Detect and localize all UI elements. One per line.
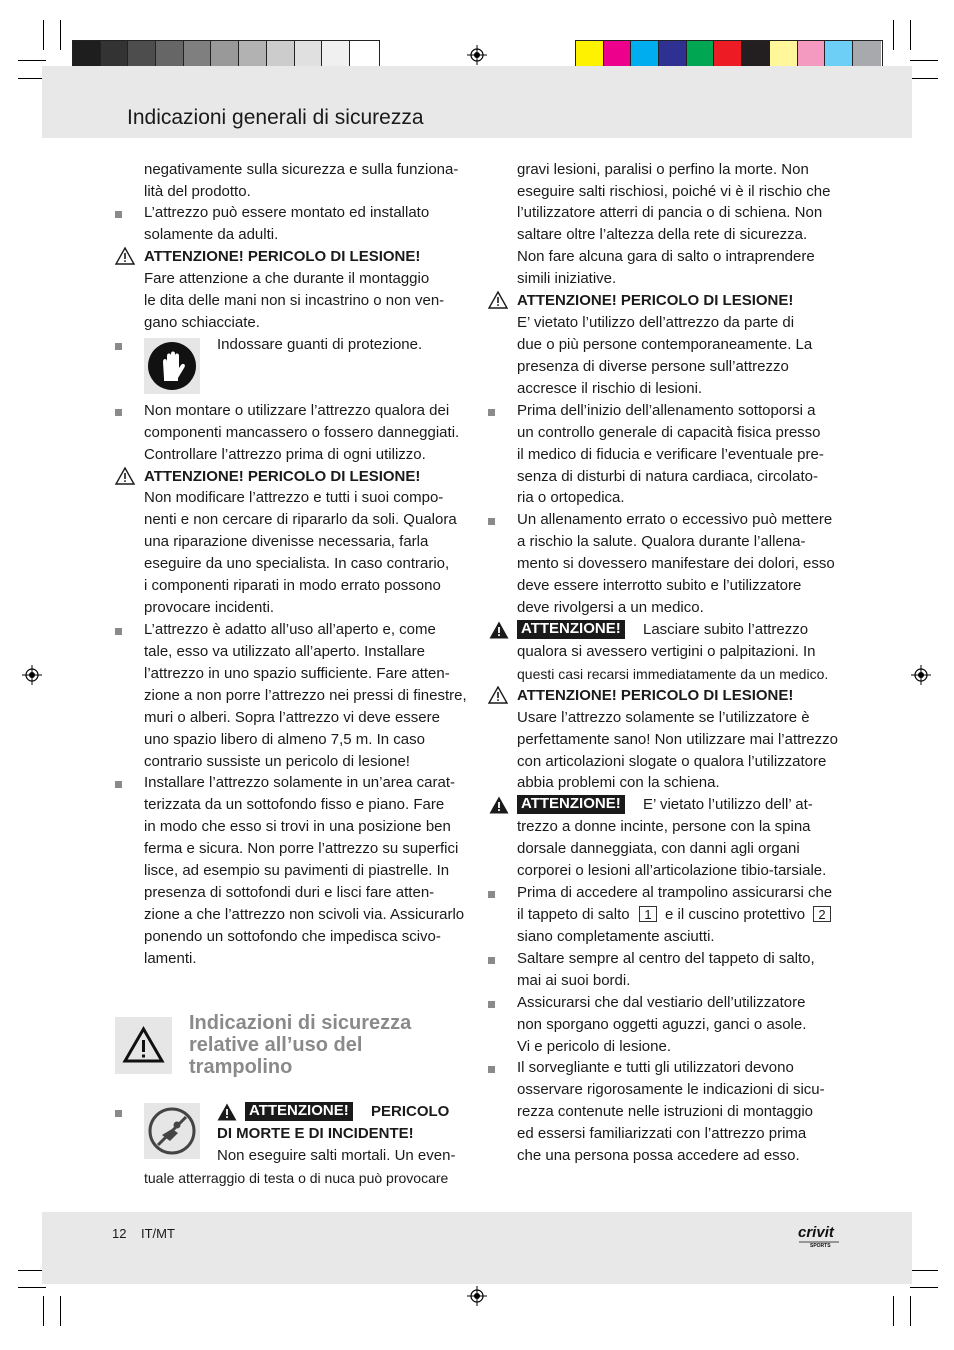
- attention-badge: ATTENZIONE!: [517, 620, 625, 639]
- part-ref-2: 2: [813, 906, 831, 922]
- bullet: [488, 891, 495, 898]
- text-line: simili iniziative.: [517, 270, 617, 287]
- crivit-logo: [796, 1222, 842, 1248]
- text-line: a rischio la salute. Qualora durante l’allena-: [517, 533, 806, 550]
- warning-triangle-icon: [115, 1017, 172, 1074]
- bullet: [488, 518, 495, 525]
- text-line: Usare l’attrezzo solamente se l’utilizzatore è: [517, 709, 810, 726]
- warning-triangle-icon: [488, 291, 508, 309]
- text-line: perfettamente sano! Non utilizzare mai l’attrezzo: [517, 731, 838, 748]
- text-line: gano schiacciate.: [144, 314, 260, 331]
- warning-triangle-icon: [489, 621, 509, 639]
- text-line: L’attrezzo può essere montato ed installato: [144, 204, 430, 221]
- text-line: ed essersi familiarizzati con l’attrezzo prima: [517, 1125, 807, 1142]
- registration-mark-icon: [22, 665, 42, 685]
- bullet: [115, 343, 122, 350]
- text-line: presenza di diverse persone sull’attrezzo: [517, 358, 789, 375]
- text-line: Lasciare subito l’attrezzo: [643, 621, 809, 638]
- text-line: lisce, ad esempio su pavimenti di piastrelle. In: [144, 862, 450, 879]
- text-line: in modo che esso si trovi in una posizione ben: [144, 818, 451, 835]
- text-line: l’attrezzo in uno spazio sufficiente. Fare atten-: [144, 665, 450, 682]
- text-line: siano completamente asciutti.: [517, 928, 715, 945]
- text-line: con articolazioni slogate o qualora l’utilizzatore: [517, 753, 827, 770]
- gloves-icon-box: [144, 338, 200, 394]
- text-line: presenza di sottofondi duri e lisci fare atten-: [144, 884, 435, 901]
- color-swatch: [825, 41, 853, 68]
- text-line: saltare oltre l’altezza della rete di sicurezza.: [517, 226, 808, 243]
- text-line: Non montare o utilizzare l’attrezzo qualora dei: [144, 402, 450, 419]
- text-line: Non eseguire salti mortali. Un even-: [217, 1147, 456, 1164]
- text-line: Fare attenzione a che durante il montaggio: [144, 270, 430, 287]
- text-line: E’ vietato l’utilizzo dell’attrezzo da parte di: [517, 314, 795, 331]
- text-line: Il sorvegliante e tutti gli utilizzatori devono: [517, 1059, 794, 1076]
- registration-mark-icon: [467, 45, 487, 65]
- color-swatch: [631, 41, 659, 68]
- color-swatch: [295, 41, 323, 68]
- bullet: [115, 781, 122, 788]
- warning-triangle-icon: [115, 467, 135, 485]
- text-line: nenti e non cercare di ripararlo da soli. Qualora: [144, 511, 457, 528]
- color-swatch: [659, 41, 687, 68]
- text-line: deve rivolgersi a un medico.: [517, 599, 704, 616]
- text-line: Vi e pericolo di lesione.: [517, 1038, 671, 1055]
- registration-mark-icon: [911, 665, 931, 685]
- color-swatch: [604, 41, 632, 68]
- warning-heading: ATTENZIONE! PERICOLO DI LESIONE!: [144, 248, 421, 265]
- text-line: Controllare l’attrezzo prima di ogni utilizzo.: [144, 446, 426, 463]
- text-line: non sporgano oggetti aguzzi, ganci o asole.: [517, 1016, 807, 1033]
- bullet: [488, 957, 495, 964]
- color-swatch: [742, 41, 770, 68]
- warning-heading: DI MORTE E DI INCIDENTE!: [217, 1125, 414, 1142]
- warning-triangle-icon: [488, 686, 508, 704]
- text-line: Saltare sempre al centro del tappeto di salto,: [517, 950, 815, 967]
- text-line: una riparazione divenisse necessaria, farla: [144, 533, 429, 550]
- warning-heading: ATTENZIONE! PERICOLO DI LESIONE!: [517, 687, 794, 704]
- bullet: [488, 1001, 495, 1008]
- protective-gloves-icon: [144, 338, 200, 394]
- page-number: 12: [112, 1226, 127, 1241]
- attention-badge: ATTENZIONE!: [245, 1102, 353, 1121]
- color-swatch: [576, 41, 604, 68]
- text-line: ponendo un sottofondo che impedisca scivo-: [144, 928, 441, 945]
- text-line: osservare rigorosamente le indicazioni di sicu-: [517, 1081, 825, 1098]
- text-line: senza di disturbi di natura cardiaca, circolato-: [517, 468, 818, 485]
- text-line: due o più persone contemporaneamente. La: [517, 336, 813, 353]
- text-line: mento si dovessero manifestare dei dolori, esso: [517, 555, 835, 572]
- warning-triangle-icon: [489, 796, 509, 814]
- text-line: eseguire da uno specialista. In caso contrario,: [144, 555, 450, 572]
- color-swatch: [798, 41, 826, 68]
- color-swatch: [211, 41, 239, 68]
- text-line: i componenti riparati in modo errato possono: [144, 577, 441, 594]
- brand-sub: SPORTS: [810, 1243, 831, 1248]
- text-line: zione a non porre l’attrezzo nei pressi di finestre,: [144, 687, 467, 704]
- text-line: qualora si avessero vertigini o palpitazioni. In: [517, 643, 816, 660]
- footer-band: [42, 1212, 912, 1284]
- section-heading: Indicazioni di sicurezza relative all’uso del trampolino: [189, 1012, 412, 1078]
- registration-mark-icon: [467, 1286, 487, 1306]
- text-line: Installare l’attrezzo solamente in un’area carat-: [144, 774, 455, 791]
- text-line: questi casi recarsi immediatamente da un medico.: [517, 666, 829, 682]
- color-swatch: [184, 41, 212, 68]
- color-swatch: [128, 41, 156, 68]
- warning-heading: ATTENZIONE! PERICOLO DI LESIONE!: [144, 468, 421, 485]
- text-line: Prima dell’inizio dell’allenamento sottoporsi a: [517, 402, 816, 419]
- page-title: Indicazioni generali di sicurezza: [127, 106, 424, 129]
- color-swatch: [853, 41, 881, 68]
- text-line: solamente da adulti.: [144, 226, 279, 243]
- color-swatch: [322, 41, 350, 68]
- color-swatch: [73, 41, 101, 68]
- text-line: trezzo a donne incinte, persone con la spina: [517, 818, 811, 835]
- process-color-bar: [575, 40, 883, 69]
- bullet: [115, 409, 122, 416]
- text-line: Un allenamento errato o eccessivo può mettere: [517, 511, 833, 528]
- bullet: [488, 1066, 495, 1073]
- text-line: Non fare alcuna gara di salto o intraprendere: [517, 248, 815, 265]
- bullet: [115, 628, 122, 635]
- color-swatch: [267, 41, 295, 68]
- color-swatch: [239, 41, 267, 68]
- text-line: componenti mancassero o fossero danneggiati.: [144, 424, 460, 441]
- color-swatch: [101, 41, 129, 68]
- text-line: mai ai suoi bordi.: [517, 972, 631, 989]
- text-line: dorsale danneggiata, con danni agli organi: [517, 840, 800, 857]
- text-line: ferma e sicura. Non porre l’attrezzo su superfici: [144, 840, 459, 857]
- text-line: Indossare guanti di protezione.: [217, 336, 423, 353]
- text-line: muri o alberi. Sopra l’attrezzo vi deve essere: [144, 709, 440, 726]
- text-line: tuale atterraggio di testa o di nuca può provocare: [144, 1170, 449, 1186]
- text-line: il medico di fiducia e verificare l’eventuale pre-: [517, 446, 824, 463]
- text-line: L’attrezzo è adatto all’uso all’aperto e, come: [144, 621, 436, 638]
- bullet: [115, 211, 122, 218]
- text-line: terizzata da un sottofondo fisso e piano. Fare: [144, 796, 445, 813]
- warning-triangle-icon: [115, 247, 135, 265]
- no-somersault-icon-box: [144, 1103, 200, 1159]
- text-line: l’utilizzatore atterri di pancia o di schiena. Non: [517, 204, 823, 221]
- section-warning-icon-box: [115, 1017, 172, 1074]
- text-line: zione a che l’attrezzo non scivoli via. Assicurarlo: [144, 906, 465, 923]
- text-line: Assicurarsi che dal vestiario dell’utilizzatore: [517, 994, 806, 1011]
- text-line: gravi lesioni, paralisi o perfino la morte. Non: [517, 161, 809, 178]
- color-swatch: [350, 41, 378, 68]
- bullet: [115, 1110, 122, 1117]
- text-line: negativamente sulla sicurezza e sulla funziona-: [144, 161, 459, 178]
- text-line: contrario sussiste un pericolo di lesione!: [144, 753, 410, 770]
- warning-triangle-icon: [217, 1103, 237, 1121]
- color-swatch: [687, 41, 715, 68]
- color-swatch: [156, 41, 184, 68]
- text-line: Prima di accedere al trampolino assicurarsi che: [517, 884, 833, 901]
- text-line: eseguire salti rischiosi, poiché vi è il rischio che: [517, 183, 831, 200]
- text-line: rezza contenute nelle istruzioni di montaggio: [517, 1103, 814, 1120]
- attention-badge: ATTENZIONE!: [517, 795, 625, 814]
- part-ref-1: 1: [639, 906, 657, 922]
- no-somersault-icon: [144, 1103, 200, 1159]
- bullet: [488, 409, 495, 416]
- text-line: ria o ortopedica.: [517, 489, 625, 506]
- language-code: IT/MT: [141, 1226, 175, 1241]
- text-line: che una persona possa accedere ad esso.: [517, 1147, 800, 1164]
- brand-name: crivit: [798, 1224, 834, 1241]
- text-line: E’ vietato l’utilizzo dell’ at-: [643, 796, 813, 813]
- text-line: provocare incidenti.: [144, 599, 275, 616]
- text-line: uno spazio libero di almeno 7,5 m. In caso: [144, 731, 425, 748]
- text-line: le dita delle mani non si incastrino o non ven-: [144, 292, 445, 309]
- text-line: tale, esso va utilizzato all’aperto. Installare: [144, 643, 425, 660]
- text-line: lamenti.: [144, 950, 197, 967]
- text-line: lità del prodotto.: [144, 183, 251, 200]
- text-line: il tappeto di salto: [517, 906, 630, 923]
- color-swatch: [770, 41, 798, 68]
- text-line: un controllo generale di capacità fisica presso: [517, 424, 821, 441]
- gray-color-bar: [72, 40, 380, 69]
- color-swatch: [714, 41, 742, 68]
- text-line: corporei o lesioni all’articolazione tibio-tarsiale.: [517, 862, 827, 879]
- warning-heading: ATTENZIONE! PERICOLO DI LESIONE!: [517, 292, 794, 309]
- warning-heading: PERICOLO: [371, 1103, 450, 1120]
- text-line: Non modificare l’attrezzo e tutti i suoi compo-: [144, 489, 444, 506]
- text-line: deve essere interrotto subito e l’utilizzatore: [517, 577, 802, 594]
- text-line: e il cuscino protettivo: [665, 906, 806, 923]
- text-line: accresce il rischio di lesioni.: [517, 380, 703, 397]
- text-line: abbia problemi con la schiena.: [517, 774, 720, 791]
